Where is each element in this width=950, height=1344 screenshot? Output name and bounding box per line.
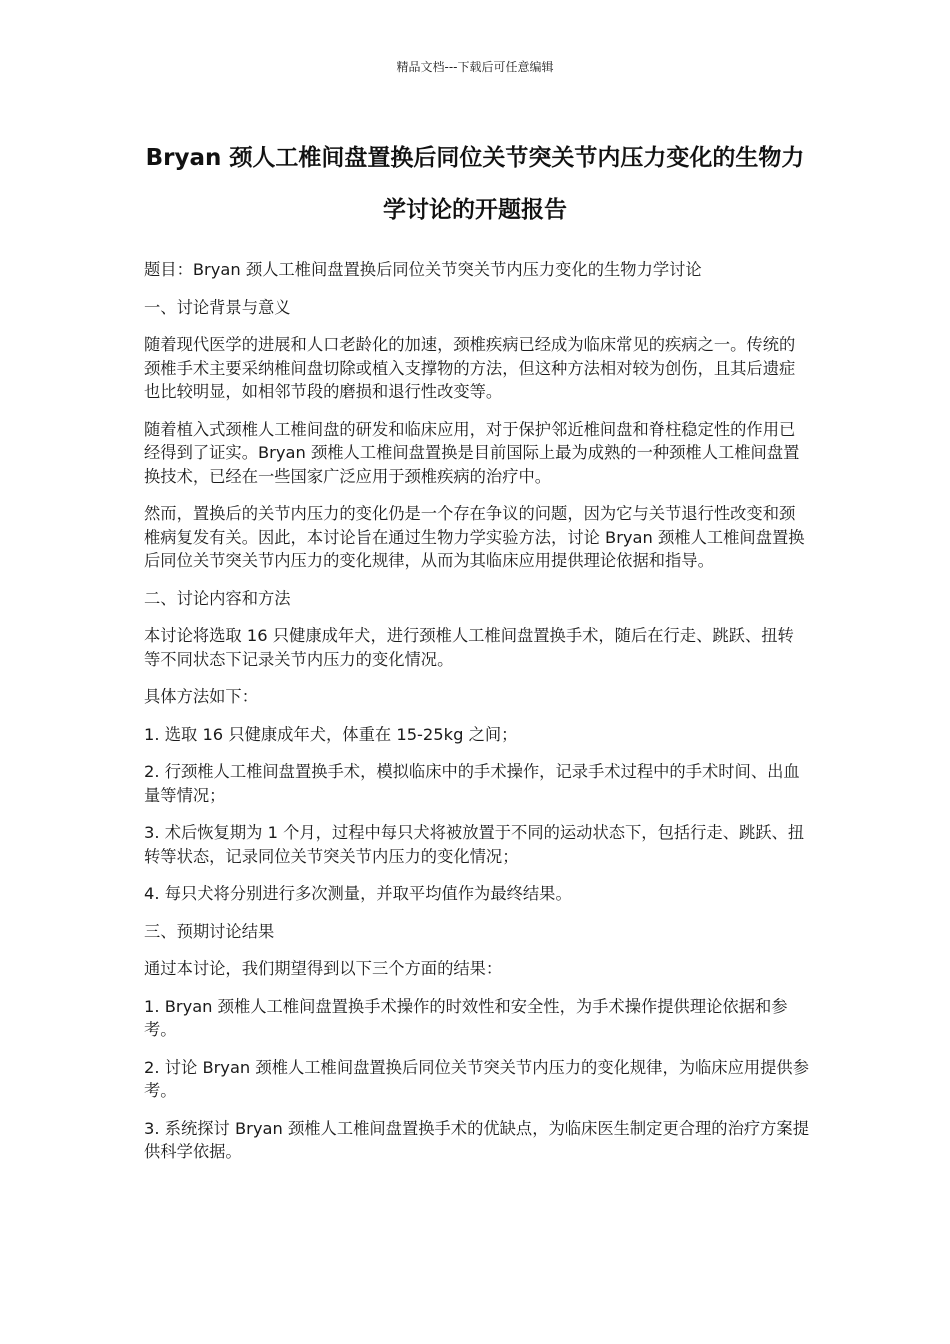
- list-item: 3. 术后恢复期为 1 个月，过程中每只犬将被放置于不同的运动状态下，包括行走、跳跃、扭转等状态，记录同位关节突关节内压力的变化情况；: [144, 823, 805, 866]
- paragraph: 通过本讨论，我们期望得到以下三个方面的结果：: [144, 959, 503, 978]
- list-item: 4. 每只犬将分别进行多次测量，并取平均值作为最终结果。: [144, 884, 572, 903]
- paragraph: 随着现代医学的进展和人口老龄化的加速，颈椎疾病已经成为临床常见的疾病之一。传统的颈椎手术主要采纳椎间盘切除或植入支撑物的方法，但这种方法相对较为创伤，且其后遗症也比较明显，如相邻节段的磨损和退行性改变等。: [144, 335, 796, 401]
- paragraph: 本讨论将选取 16 只健康成年犬，进行颈椎人工椎间盘置换手术，随后在行走、跳跃、扭转等不同状态下记录关节内压力的变化情况。: [144, 626, 794, 669]
- paragraph: 然而，置换后的关节内压力的变化仍是一个存在争议的问题，因为它与关节退行性改变和颈椎病复发有关。因此，本讨论旨在通过生物力学实验方法，讨论 Bryan 颈椎人工椎间盘置换后同位关节突关节内压力的变化规律，从而为其临床应用提供理论依据和指导。: [144, 504, 805, 570]
- page-header: 精品文档---下载后可任意编辑: [396, 60, 554, 74]
- section-heading-results: 三、预期讨论结果: [144, 921, 275, 941]
- section-heading-methods: 二、讨论内容和方法: [144, 588, 291, 608]
- document-body: [144, 258, 810, 1178]
- document-title: Bryan 颈人工椎间盘置换后同位关节突关节内压力变化的生物力学讨论的开题报告: [145, 145, 805, 223]
- paragraph: 具体方法如下：: [144, 687, 258, 706]
- paragraph-topic: 题目：Bryan 颈人工椎间盘置换后同位关节突关节内压力变化的生物力学讨论: [144, 260, 702, 279]
- list-item: 2. 行颈椎人工椎间盘置换手术，模拟临床中的手术操作，记录手术过程中的手术时间、出血量等情况；: [144, 762, 800, 805]
- list-item: 1. 选取 16 只健康成年犬，体重在 15-25kg 之间；: [144, 724, 518, 744]
- list-item: 2. 讨论 Bryan 颈椎人工椎间盘置换后同位关节突关节内压力的变化规律，为临床应用提供参考。: [144, 1057, 809, 1100]
- list-item: 1. Bryan 颈椎人工椎间盘置换手术操作的时效性和安全性，为手术操作提供理论依据和参考。: [144, 996, 788, 1039]
- section-heading-background: 一、讨论背景与意义: [144, 297, 291, 317]
- paragraph: 随着植入式颈椎人工椎间盘的研发和临床应用，对于保护邻近椎间盘和脊柱稳定性的作用已经得到了证实。Bryan 颈椎人工椎间盘置换是目前国际上最为成熟的一种颈椎人工椎间盘置换技术，已经在一些国家广泛应用于颈椎疾病的治疗中。: [144, 419, 800, 486]
- list-item: 3. 系统探讨 Bryan 颈椎人工椎间盘置换手术的优缺点，为临床医生制定更合理的治疗方案提供科学依据。: [144, 1118, 809, 1161]
